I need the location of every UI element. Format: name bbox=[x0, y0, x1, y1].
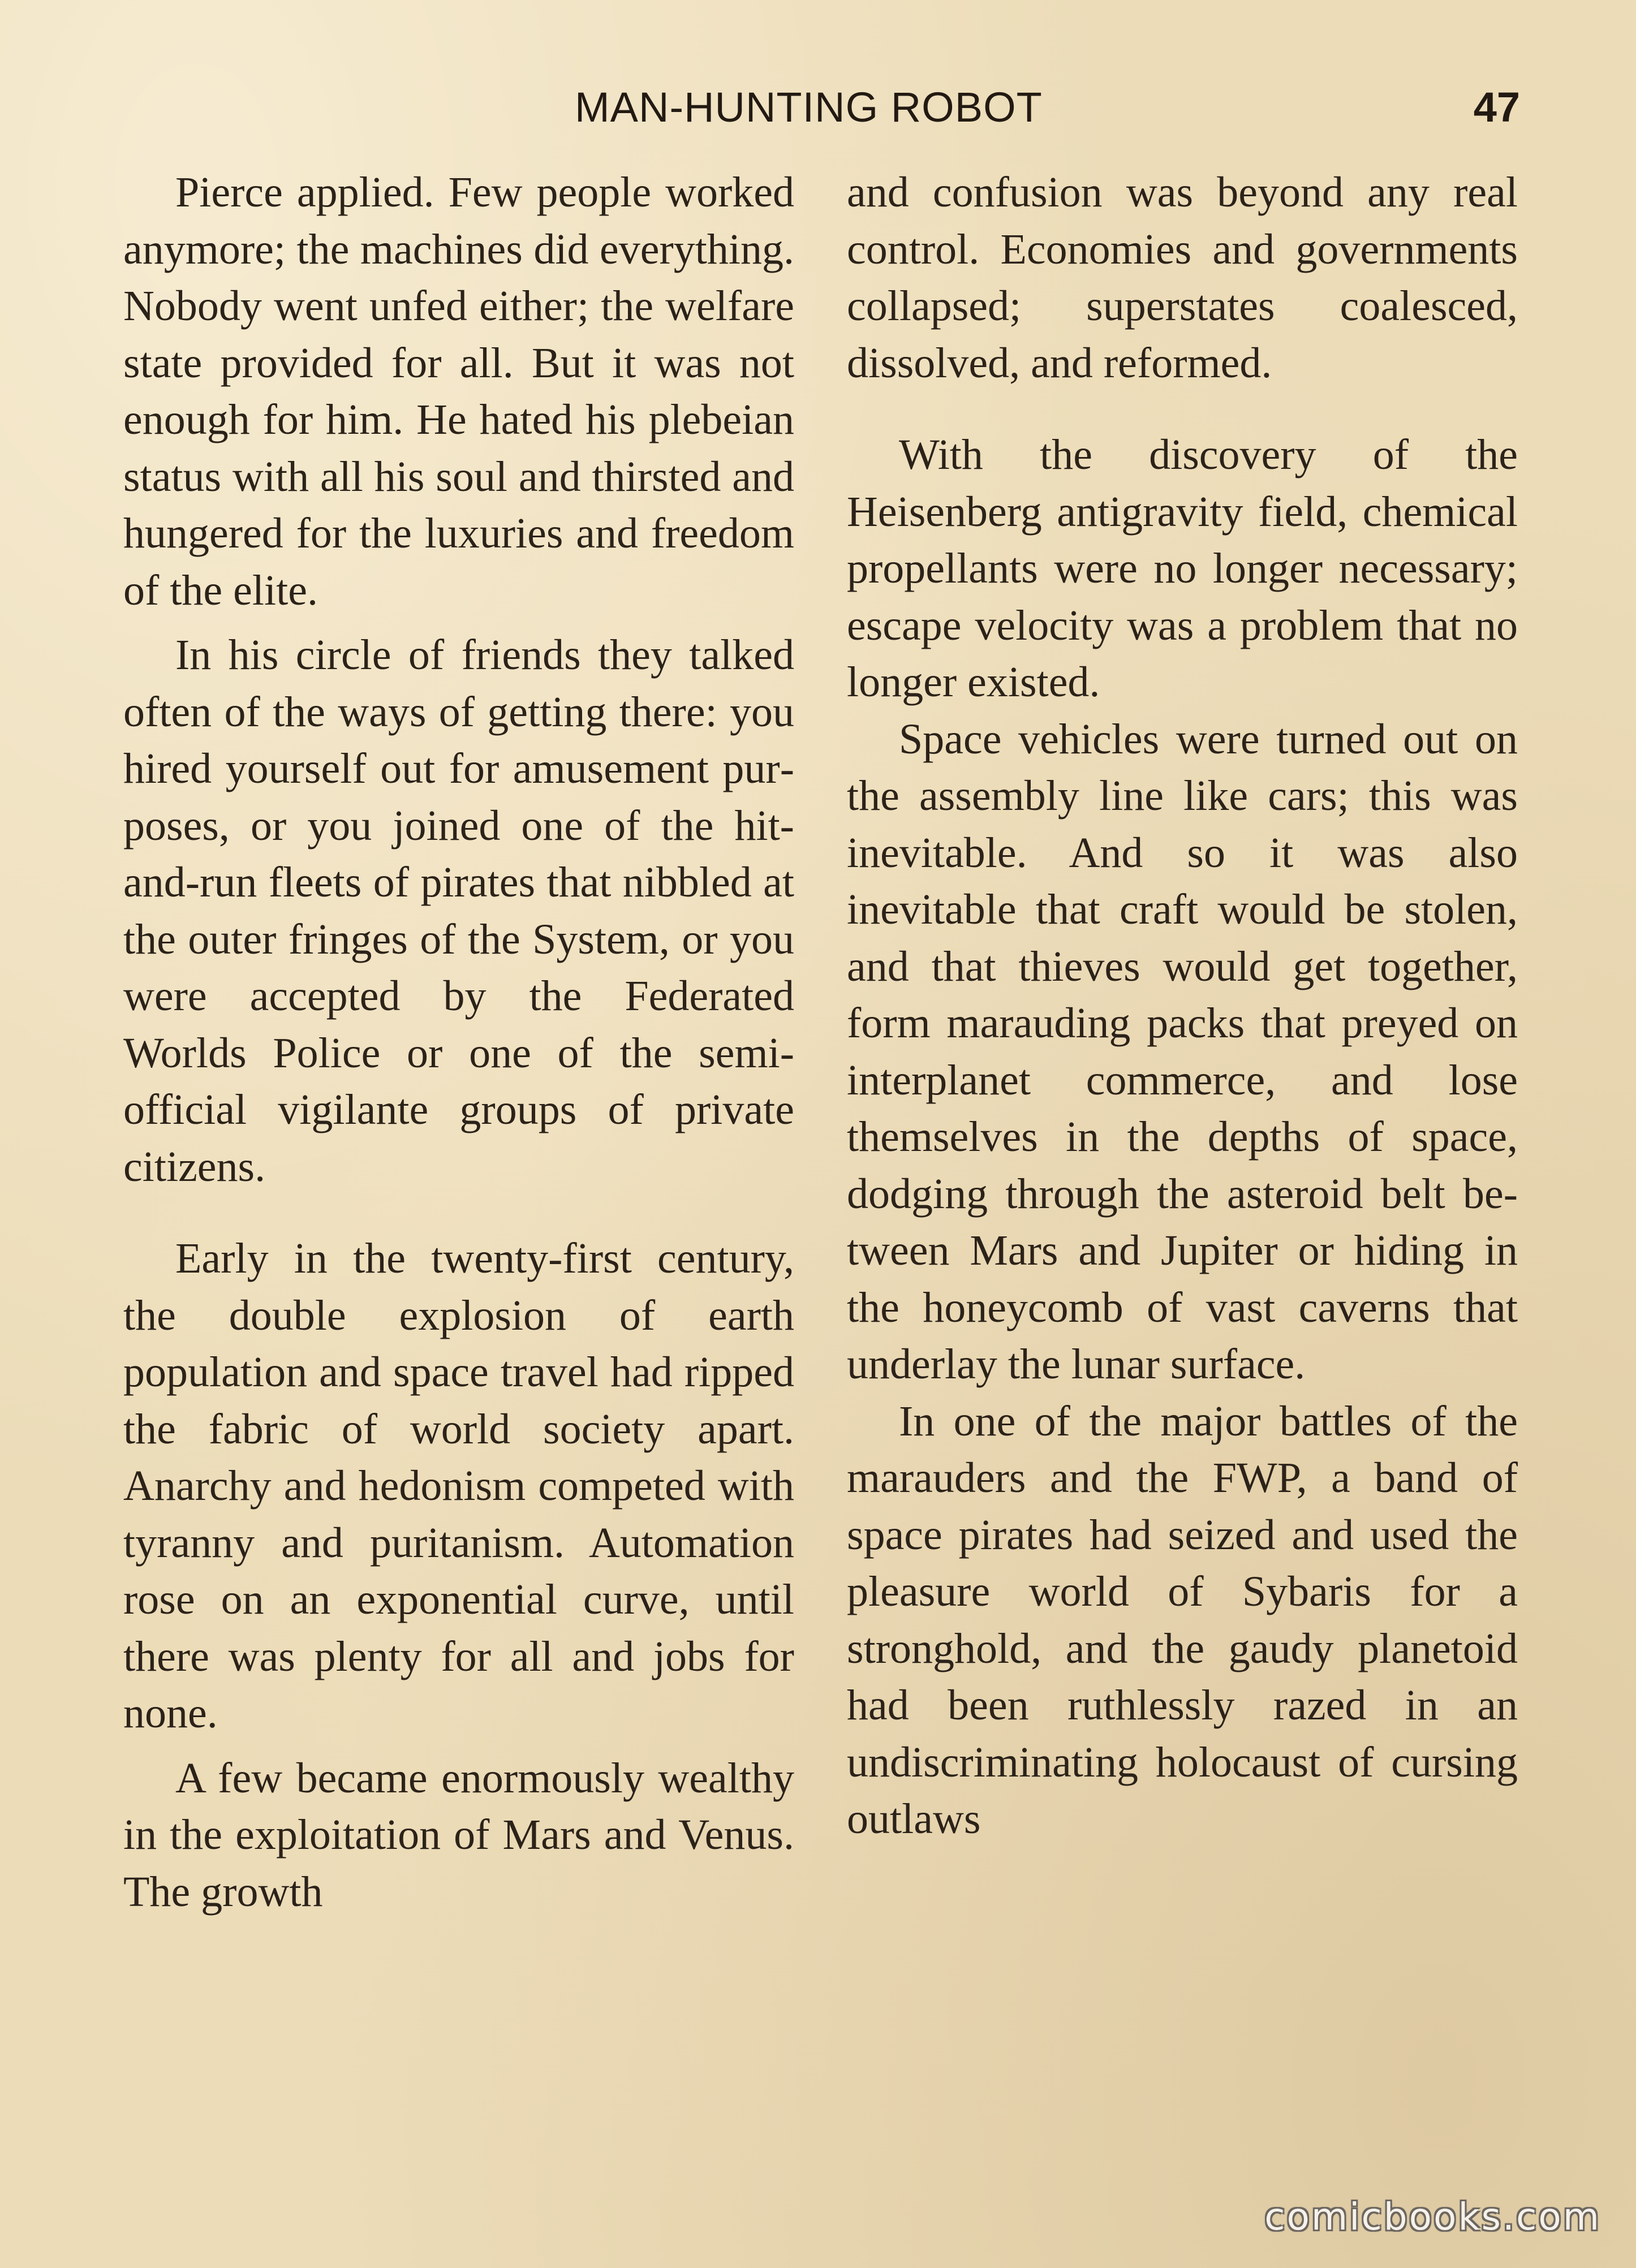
paragraph: A few became enormously wealthy in the exploitation of Mars and Venus. The growth bbox=[123, 1754, 794, 1916]
paragraph: Pierce applied. Few people worked anymore; the machines did everything. Nobody went unfed either; the welfare state provided for all. But it was not enough for him. He hated his plebeian status with all his soul and thirsted and hungered for the luxuries and freedom of the elite. bbox=[123, 169, 794, 614]
running-head: MAN-HUNTING ROBOT bbox=[575, 84, 1043, 131]
paragraph: With the discovery of the Heisenberg antigravity field, chemical propellants were no longer necessary; escape velocity was a problem that no longer existed. bbox=[847, 431, 1518, 706]
left-column bbox=[123, 164, 794, 1920]
right-column bbox=[847, 164, 1518, 1848]
paragraph: In his circle of friends they talked often of the ways of getting there: you hired yourself out for amusement purposes, or you joined one of the hit-and-run fleets of pirates that nibbled at the outer fringes of the System, or you were accepted by the Federated Worlds Police or one of the semi-official vigilante groups of private citizens. bbox=[123, 631, 794, 1191]
page-number: 47 bbox=[1473, 84, 1520, 131]
paragraph: and confusion was beyond any real control. Economies and governments collapsed; superstates coalesced, dissolved, and reformed. bbox=[847, 169, 1518, 387]
paragraph: Space vehicles were turned out on the assembly line like cars; this was inevitable. And so it was also inevitable that craft would be stolen, and that thieves would get together, form marauding packs that preyed on interplanet commerce, and lose themselves in the depths of space, dodging through the asteroid belt between Mars and Jupiter or hiding in the honeycomb of vast caverns that underlay the lunar surface. bbox=[847, 715, 1518, 1388]
watermark: comicbooks.com bbox=[1264, 2195, 1601, 2239]
paragraph: Early in the twenty-first century, the double explosion of earth population and space travel had ripped the fabric of world society apart. Anarchy and hedonism competed with tyranny and puritanism. Automation rose on an exponential curve, until there was plenty for all and jobs for none. bbox=[123, 1235, 794, 1737]
paragraph: In one of the major battles of the marauders and the FWP, a band of space pirates had seized and used the pleasure world of Sybaris for a stronghold, and the gaudy planetoid had been ruthlessly razed in an undiscriminating holocaust of cursing outlaws bbox=[847, 1397, 1518, 1843]
